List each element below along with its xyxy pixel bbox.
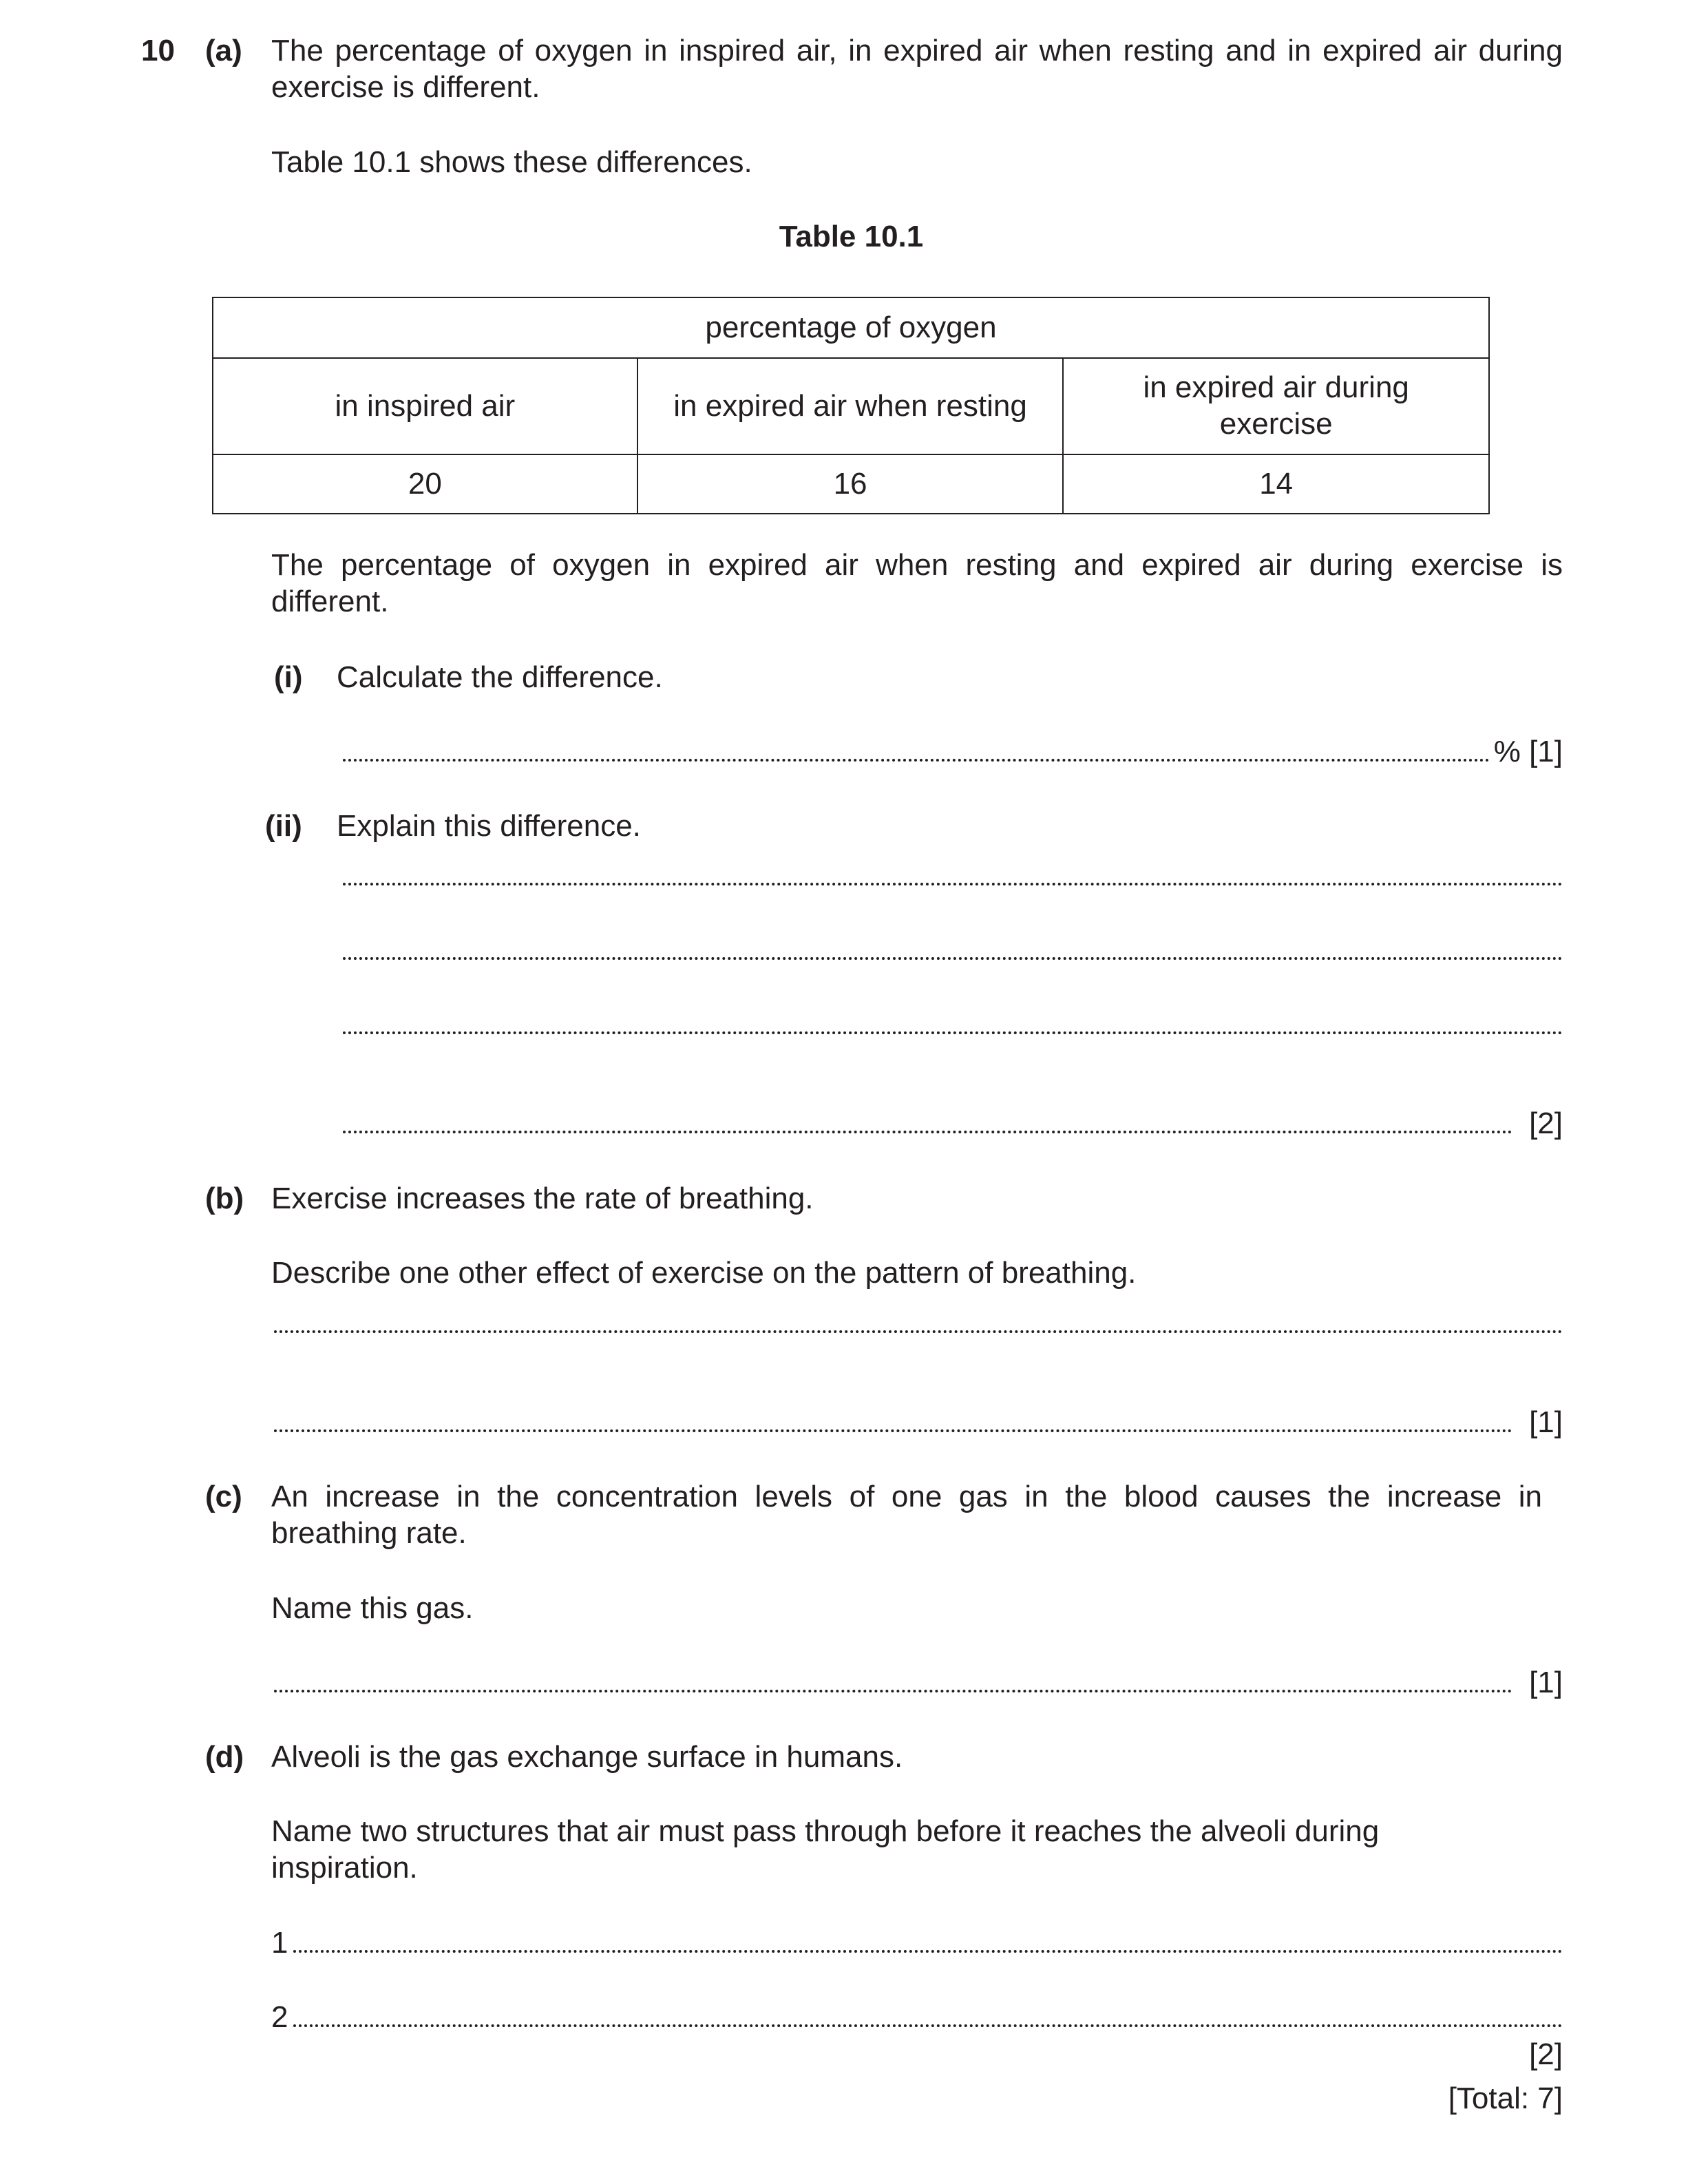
part-a-intro: The percentage of oxygen in inspired air, in expired air when resting and in expired air during exercise is different. xyxy=(271,34,1563,104)
answer-line-a-ii-1[interactable] xyxy=(343,883,1563,890)
table-col-inspired: in inspired air xyxy=(213,358,637,454)
answer-line-d-2[interactable] xyxy=(271,2000,1563,2036)
answer-line-c[interactable] xyxy=(274,1665,1563,1701)
dotted-line xyxy=(293,2024,1563,2027)
answer-line-a-ii-4[interactable] xyxy=(343,1106,1563,1142)
part-b-text: Exercise increases the rate of breathing. xyxy=(271,1182,814,1215)
mark-a-i: % [1] xyxy=(1493,735,1563,768)
part-a-i-text: Calculate the difference. xyxy=(337,660,663,694)
dotted-line xyxy=(274,1429,1512,1432)
part-d-label: (d) xyxy=(205,1740,244,1774)
table-value-expired-resting: 16 xyxy=(637,454,1064,514)
answer-number-2: 2 xyxy=(271,2000,288,2034)
oxygen-table xyxy=(212,297,1490,514)
mark-a-ii: [2] xyxy=(1529,1107,1563,1140)
part-a-i-label: (i) xyxy=(274,660,303,694)
part-a-statement: The percentage of oxygen in expired air when resting and expired air during exercise is different. xyxy=(271,548,1563,618)
table-reference: Table 10.1 shows these differences. xyxy=(271,145,752,179)
mark-b: [1] xyxy=(1529,1405,1563,1439)
dotted-line xyxy=(274,1690,1512,1692)
table-value-inspired: 20 xyxy=(213,454,637,514)
part-d-prompt: Name two structures that air must pass through before it reaches the alveoli during inspiration. xyxy=(271,1814,1380,1885)
table-value-expired-exercise: 14 xyxy=(1063,454,1489,514)
mark-d: [2] xyxy=(1529,2037,1563,2071)
table-col-expired-exercise-text: in expired air during exercise xyxy=(1143,370,1409,441)
part-b-label: (b) xyxy=(205,1182,244,1215)
mark-c: [1] xyxy=(1529,1666,1563,1699)
dotted-line xyxy=(293,1950,1563,1953)
part-a-ii-text: Explain this difference. xyxy=(337,809,641,843)
answer-line-b-1[interactable] xyxy=(274,1330,1563,1337)
part-a-ii-label: (ii) xyxy=(265,809,302,843)
answer-line-b-2[interactable] xyxy=(274,1405,1563,1441)
dotted-line xyxy=(343,957,1563,960)
part-d-text: Alveoli is the gas exchange surface in humans. xyxy=(271,1740,903,1774)
part-a-label: (a) xyxy=(205,34,242,67)
answer-line-a-ii-2[interactable] xyxy=(343,957,1563,964)
part-c-prompt: Name this gas. xyxy=(271,1591,474,1625)
part-c-text: An increase in the concentration levels of one gas in the blood causes the increase in breathing rate. xyxy=(271,1480,1542,1550)
table-header: percentage of oxygen xyxy=(213,297,1489,358)
answer-line-a-i[interactable] xyxy=(343,734,1563,770)
dotted-line xyxy=(343,1031,1563,1034)
table-title-text: Table 10.1 xyxy=(779,220,924,253)
total-marks: [Total: 7] xyxy=(1448,2082,1563,2115)
table-col-expired-exercise xyxy=(1063,358,1489,454)
answer-line-a-ii-3[interactable] xyxy=(343,1031,1563,1038)
dotted-line xyxy=(343,1131,1512,1133)
answer-number-1: 1 xyxy=(271,1926,288,1960)
dotted-line xyxy=(343,883,1563,885)
dotted-line xyxy=(343,759,1490,762)
table-title xyxy=(0,219,1708,255)
part-b-prompt: Describe one other effect of exercise on the pattern of breathing. xyxy=(271,1256,1137,1290)
answer-line-d-1[interactable] xyxy=(271,1925,1563,1962)
question-number: 10 xyxy=(141,34,175,67)
table-col-expired-resting: in expired air when resting xyxy=(637,358,1064,454)
part-c-label: (c) xyxy=(205,1480,242,1513)
dotted-line xyxy=(274,1330,1563,1333)
